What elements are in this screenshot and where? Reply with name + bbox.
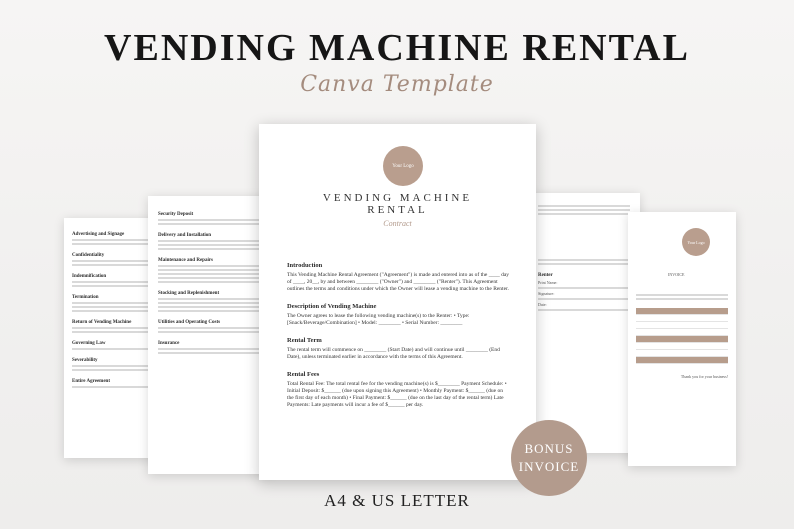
section-text: The Owner agrees to lease the following vending machine(s) to the Renter: • Type: [Snack/Beverage/Combination] • Model: ________ • Serial Number: ________ — [287, 313, 470, 326]
document-page-4 — [528, 193, 640, 453]
section-heading: Security Deposit — [158, 212, 194, 217]
section-heading: Introduction — [287, 262, 323, 269]
logo-placeholder: Your Logo — [383, 146, 423, 186]
section-heading: Advertising and Signage — [72, 232, 125, 237]
section-heading: Confidentiality — [72, 253, 105, 258]
document-title-line-1: VENDING MACHINE — [322, 192, 473, 204]
document-script-label: Contract — [383, 219, 412, 228]
badge-line-2: INVOICE — [518, 459, 580, 474]
document-page-2 — [148, 196, 270, 474]
section-heading: Return of Vending Machine — [72, 320, 132, 325]
invoice-table — [636, 308, 728, 364]
section-heading: Governing Law — [72, 341, 106, 346]
document-title — [259, 192, 536, 216]
document-page-main — [259, 124, 536, 480]
section-heading: Indemnification — [72, 274, 107, 279]
section-heading: Stocking and Replenishment — [158, 291, 220, 296]
thanks-text: Thank you for your business! — [680, 374, 728, 379]
section-heading: Severability — [72, 358, 98, 363]
section-text: Total Rental Fee: The total rental fee for the vending machine(s) is $________ Payment Schedule: • Initial Deposit: $______ (due upon signing this Agreement) • Monthly Payment: $______ (due on the first day of each month) • Final Payment: $______ (due on the last day of the rental term) Late Payments: Late payments will incur a fee of $______ per day. — [287, 381, 507, 408]
field-label: Print Name: — [538, 280, 558, 285]
document-page-1 — [64, 218, 159, 458]
section-heading: Maintenance and Repairs — [158, 258, 213, 263]
section-heading: Description of Vending Machine — [287, 303, 377, 310]
section-heading: Utilities and Operating Costs — [158, 320, 221, 325]
invoice-logo: Your Logo — [682, 228, 710, 256]
invoice-page — [628, 212, 736, 466]
bonus-invoice-badge — [511, 420, 587, 496]
section-heading: Renter — [538, 273, 553, 278]
section-text: The rental term will commence on ________ (Start Date) and will continue until ________ (End Date), unless terminated earlier in accordance with the terms of this Agreement. — [287, 347, 500, 360]
document-title-line-2: RENTAL — [367, 204, 428, 216]
format-label: A4 & US LETTER — [324, 491, 470, 510]
section-heading: Rental Fees — [287, 371, 320, 378]
badge-line-1: BONUS — [524, 441, 574, 456]
section-heading: Rental Term — [287, 337, 322, 344]
document-content — [287, 252, 511, 409]
section-heading: Insurance — [158, 341, 180, 346]
field-label: Date: — [538, 302, 547, 307]
section-text: This Vending Machine Rental Agreement ("Agreement") is made and entered into as of the ____ day of ____, 20__, by and between ________ ("Owner") and ________ ("Renter"). This Agreement outlines the terms and conditions under which the Owner will lease a vending machine to the Renter. — [287, 272, 510, 292]
field-label: Signature: — [538, 291, 555, 296]
section-heading: Entire Agreement — [72, 379, 111, 384]
page-title: VENDING MACHINE RENTAL — [104, 27, 690, 69]
section-heading: Delivery and Installation — [158, 233, 212, 238]
invoice-label: INVOICE — [668, 272, 685, 277]
subtitle: Canva Template — [300, 72, 494, 97]
section-heading: Termination — [72, 295, 99, 300]
